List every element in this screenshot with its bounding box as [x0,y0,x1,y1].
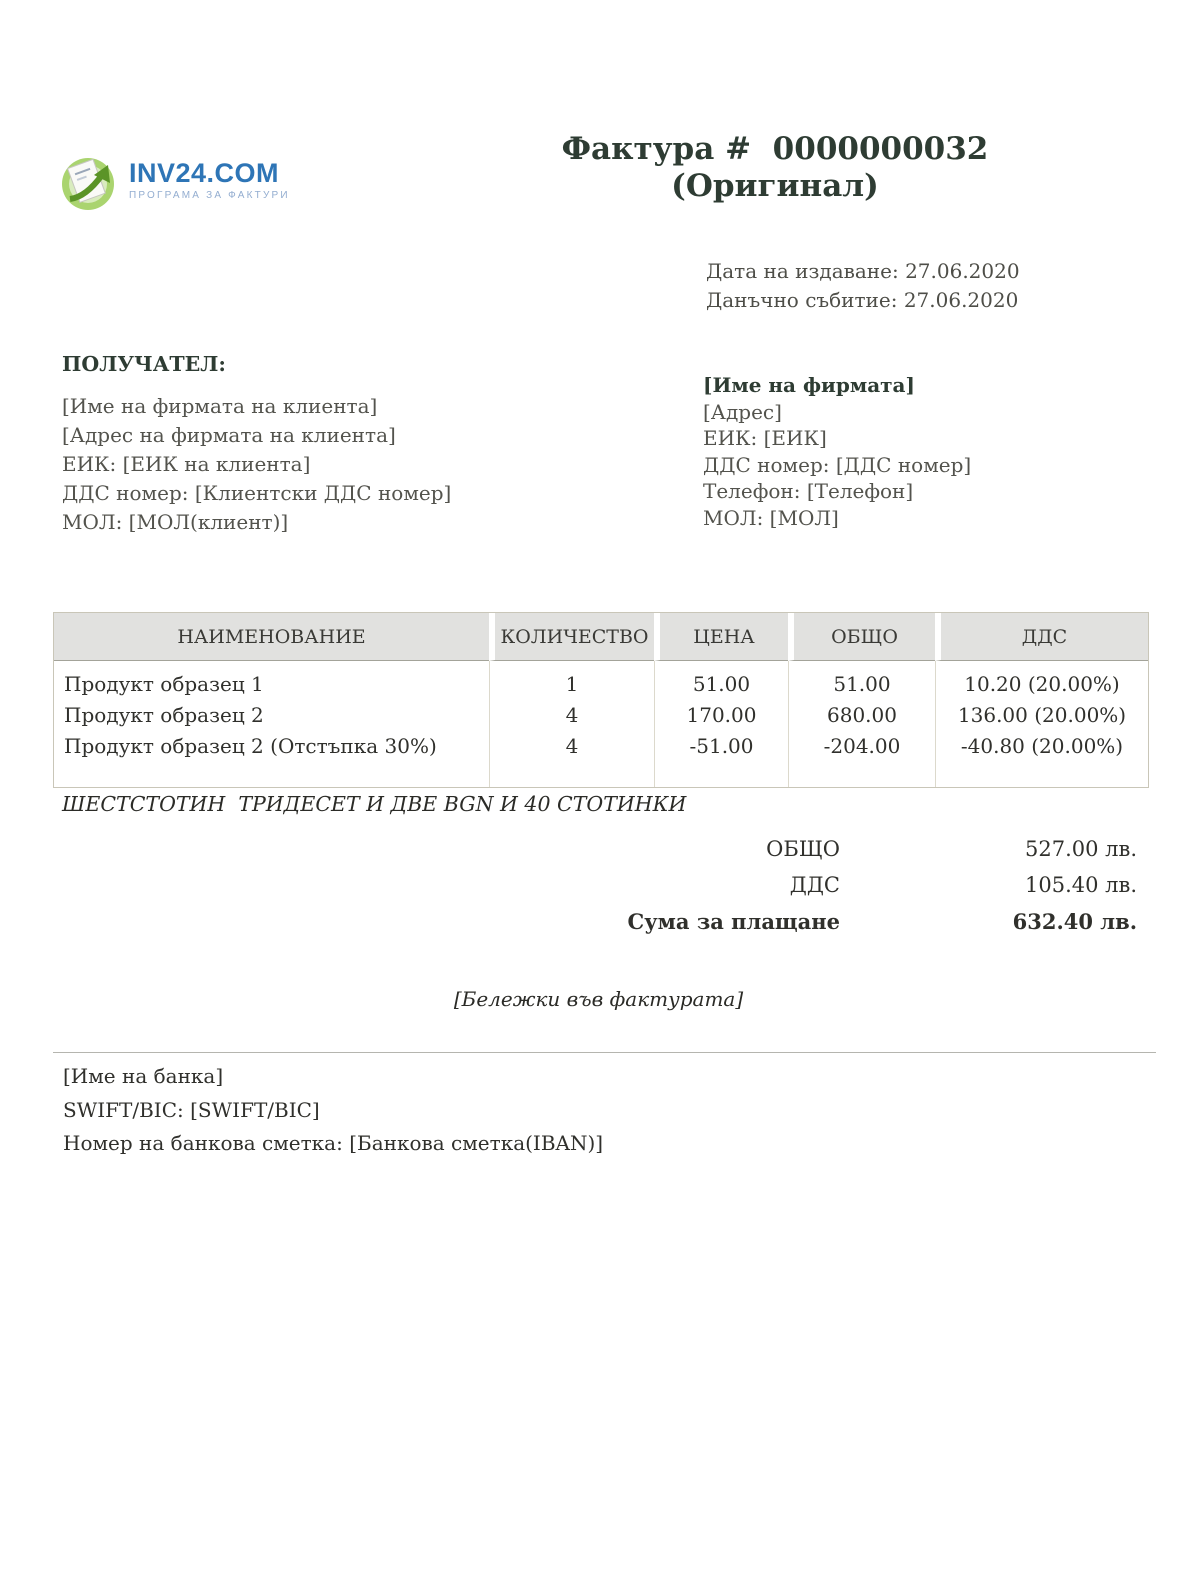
vat-value: 105.40 лв. [1025,873,1137,897]
subtotal-row [500,831,1137,867]
vat-label: ДДС [789,873,840,897]
supplier-address: [Адрес] [703,399,782,424]
tax-event-line: Данъчно събитие: 27.06.2020 [706,288,1019,312]
item-total-cell: 680.00 [788,699,935,730]
supplier-mol: МОЛ: [МОЛ] [703,505,839,530]
item-name-cell: Продукт образец 2 (Отстъпка 30%) [54,730,489,761]
item-price-cell: 51.00 [654,661,788,699]
column-header-price: ЦЕНА [654,613,788,661]
item-total-cell: 51.00 [788,661,935,699]
recipient-eik: ЕИК: [ЕИК на клиента] [62,452,311,476]
bank-name: [Име на банка] [63,1064,224,1088]
item-qty-cell: 4 [489,699,654,730]
vat-row [500,867,1137,903]
recipient-company-name: [Име на фирмата на клиента] [62,394,378,418]
item-qty-cell: 4 [489,730,654,761]
item-name-cell: Продукт образец 1 [54,661,489,699]
table-row [54,699,1148,730]
logo-wordmark: INV24.COM [129,158,280,188]
total-due-row [500,903,1137,939]
column-header-total: ОБЩО [788,613,935,661]
invoice-copy-type: (Оригинал) [671,168,879,204]
column-header-vat: ДДС [935,613,1148,661]
invoice-notes: [Бележки във фактурата] [453,987,744,1011]
item-total-cell: -204.00 [788,730,935,761]
bank-swift: SWIFT/BIC: [SWIFT/BIC] [63,1097,320,1122]
items-table-header-row [54,613,1148,661]
table-spacer-row [54,761,1148,787]
subtotal-value: 527.00 лв. [1025,837,1137,861]
recipient-mol: МОЛ: [МОЛ(клиент)] [62,510,289,534]
bank-details-block [53,1052,1156,1161]
recipient-vat-number: ДДС номер: [Клиентски ДДС номер] [62,481,452,505]
amount-in-words: ШЕСТСТОТИН ТРИДЕСЕТ И ДВЕ BGN И 40 СТОТИНКИ [62,792,687,816]
supplier-phone: Телефон: [Телефон] [703,479,914,503]
column-header-quantity: КОЛИЧЕСТВО [489,613,654,661]
items-table [53,612,1149,788]
bank-iban: Номер на банкова сметка: [Банкова сметка(IBAN)] [63,1131,604,1155]
supplier-vat-number: ДДС номер: [ДДС номер] [703,452,972,477]
supplier-eik: ЕИК: [ЕИК] [703,426,827,450]
dates-block [706,257,1020,315]
logo [58,147,290,213]
totals-block [500,831,1137,939]
inv24-logo-icon [58,147,122,213]
supplier-block [703,372,971,531]
item-name-cell: Продукт образец 2 [54,699,489,730]
logo-tagline: ПРОГРАМА ЗА ФАКТУРИ [129,190,290,201]
item-vat-cell: -40.80 (20.00%) [935,730,1148,761]
recipient-address: [Адрес на фирмата на клиента] [62,423,396,447]
title-block [475,131,1075,205]
total-due-label: Сума за плащане [627,908,840,934]
item-vat-cell: 10.20 (20.00%) [935,661,1148,699]
invoice-title: Фактура # 0000000032 [561,131,989,167]
issue-date-line: Дата на издаване: 27.06.2020 [706,259,1020,283]
recipient-heading: ПОЛУЧАТЕЛ: [62,352,226,376]
total-due-value: 632.40 лв. [1012,908,1137,934]
recipient-block [62,352,451,537]
item-price-cell: 170.00 [654,699,788,730]
table-row [54,661,1148,699]
item-vat-cell: 136.00 (20.00%) [935,699,1148,730]
item-qty-cell: 1 [489,661,654,699]
logo-text-block [129,159,290,201]
subtotal-label: ОБЩО [766,837,840,861]
item-price-cell: -51.00 [654,730,788,761]
supplier-name: [Име на фирмата] [703,373,915,397]
table-row [54,730,1148,761]
column-header-name: НАИМЕНОВАНИЕ [54,613,489,661]
